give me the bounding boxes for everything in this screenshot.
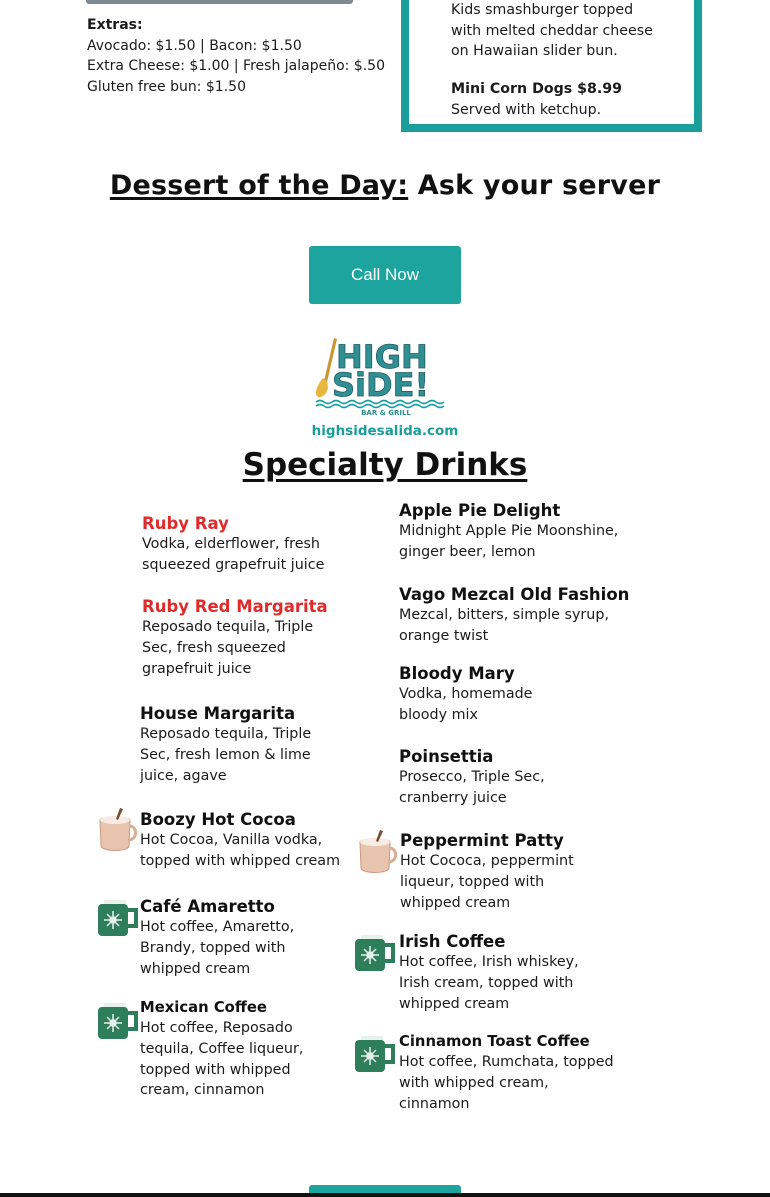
hot-cocoa-mug-icon (96, 808, 138, 854)
logo-tagline: BAR & GRILL (361, 409, 411, 417)
kids-menu-text (451, 0, 683, 121)
dessert-heading (0, 170, 770, 201)
extras-section (87, 15, 385, 98)
drink-item (140, 997, 303, 1101)
coffee-mug-icon (353, 1032, 397, 1076)
drink-desc-line: Irish cream, topped with (399, 974, 574, 991)
drink-item (399, 663, 532, 726)
kids-line: Kids smashburger topped (451, 2, 634, 18)
drink-desc-line: juice, agave (140, 767, 227, 784)
highside-logo (310, 336, 460, 436)
drink-desc-line: Sec, fresh lemon & lime (140, 746, 311, 763)
specialty-drinks-title: Specialty Drinks (242, 447, 528, 483)
drink-desc-line: cinnamon (399, 1095, 470, 1112)
drink-desc-line: Prosecco, Triple Sec, (399, 769, 545, 785)
coffee-mug-icon (353, 931, 397, 975)
drink-desc-line: Hot coffee, Rumchata, topped (399, 1054, 614, 1070)
drink-desc-line: grapefruit juice (142, 660, 252, 677)
drink-item (140, 896, 294, 979)
drink-desc-line: cranberry juice (399, 789, 507, 806)
drink-item (142, 596, 328, 679)
drink-desc-line: topped with whipped cream (140, 852, 340, 869)
logo-line-2: SiDE! (332, 366, 430, 404)
drink-desc-line: Mezcal, bitters, simple syrup, (399, 607, 609, 623)
drink-desc-line: Hot coffee, Reposado (140, 1020, 293, 1036)
dessert-heading-underlined: Dessert of the Day: (109, 170, 409, 201)
page-bottom-border (0, 1193, 770, 1197)
drink-desc-line: ginger beer, lemon (399, 543, 536, 560)
drink-desc-line: Midnight Apple Pie Moonshine, (399, 523, 619, 539)
drink-desc-line: Hot Cocoa, Vanilla vodka, (140, 832, 323, 848)
drink-desc-line: Vodka, homemade (399, 686, 533, 702)
drink-name: Poinsettia (399, 747, 494, 766)
drink-name: Bloody Mary (399, 664, 515, 683)
hot-cocoa-mug-icon (356, 830, 398, 876)
kids-line: with melted cheddar cheese (451, 22, 653, 39)
drink-name: Boozy Hot Cocoa (140, 810, 296, 829)
drink-name: Café Amaretto (140, 897, 275, 916)
drink-desc-line: Hot coffee, Amaretto, (140, 919, 295, 935)
drink-desc-line: tequila, Coffee liqueur, (140, 1040, 304, 1057)
dessert-heading-rest: Ask your server (408, 170, 661, 201)
drink-desc-line: whipped cream (399, 995, 510, 1012)
drink-desc-line: liqueur, topped with (400, 873, 545, 890)
kids-line: on Hawaiian slider bun. (451, 43, 618, 60)
drink-desc-line: Reposado tequila, Triple (142, 619, 314, 635)
drink-desc-line: with whipped cream, (399, 1074, 549, 1091)
drink-desc-line: Hot Cococa, peppermint (400, 853, 574, 869)
drink-desc-line: orange twist (399, 627, 489, 644)
drink-desc-line: Vodka, elderflower, fresh (142, 536, 320, 552)
drink-item (399, 746, 545, 809)
drink-desc-line: whipped cream (400, 894, 511, 911)
extras-line: Avocado: $1.50 | Bacon: $1.50 (87, 37, 302, 54)
drink-desc-line: Reposado tequila, Triple (140, 726, 312, 742)
drink-name: Mexican Coffee (140, 999, 267, 1016)
drink-name: Ruby Red Margarita (142, 597, 328, 616)
drink-desc-line: whipped cream (140, 960, 251, 977)
drink-item (400, 830, 574, 913)
drink-item (399, 584, 629, 647)
drink-item (142, 513, 324, 576)
drink-name: Ruby Ray (142, 514, 229, 533)
corn-dogs-desc: Served with ketchup. (451, 101, 602, 118)
drink-desc-line: Sec, fresh squeezed (142, 639, 286, 656)
drink-desc-line: squeezed grapefruit juice (142, 556, 325, 573)
drink-name: Irish Coffee (399, 932, 506, 951)
drink-desc-line: bloody mix (399, 706, 478, 723)
extras-line: Gluten free bun: $1.50 (87, 79, 246, 96)
drink-desc-line: Hot coffee, Irish whiskey, (399, 954, 579, 970)
call-now-button[interactable]: Call Now (309, 246, 461, 304)
menu-image-edge (86, 0, 353, 4)
drink-name: Cinnamon Toast Coffee (399, 1033, 590, 1050)
drink-item (140, 809, 340, 872)
corn-dogs-name: Mini Corn Dogs $8.99 (451, 81, 623, 98)
drink-item (140, 703, 311, 786)
drink-desc-line: Brandy, topped with (140, 939, 286, 956)
drink-desc-line: topped with whipped (140, 1061, 291, 1078)
drink-name: House Margarita (140, 704, 296, 723)
coffee-mug-icon (96, 896, 140, 940)
website-link[interactable]: highsidesalida.com (311, 423, 459, 439)
drink-name: Peppermint Patty (400, 831, 564, 850)
drink-item (399, 1031, 614, 1114)
drink-desc-line: cream, cinnamon (140, 1082, 265, 1099)
coffee-mug-icon (96, 999, 140, 1043)
logo-line-1: HIGH (336, 338, 428, 376)
drink-item (399, 500, 618, 563)
drink-name: Apple Pie Delight (399, 501, 561, 520)
logo-wave-line (316, 405, 444, 408)
drink-item (399, 931, 579, 1014)
drink-name: Vago Mezcal Old Fashion (399, 585, 630, 604)
extras-title: Extras: (87, 17, 143, 33)
extras-line: Extra Cheese: $1.00 | Fresh jalapeño: $.50 (87, 58, 385, 75)
